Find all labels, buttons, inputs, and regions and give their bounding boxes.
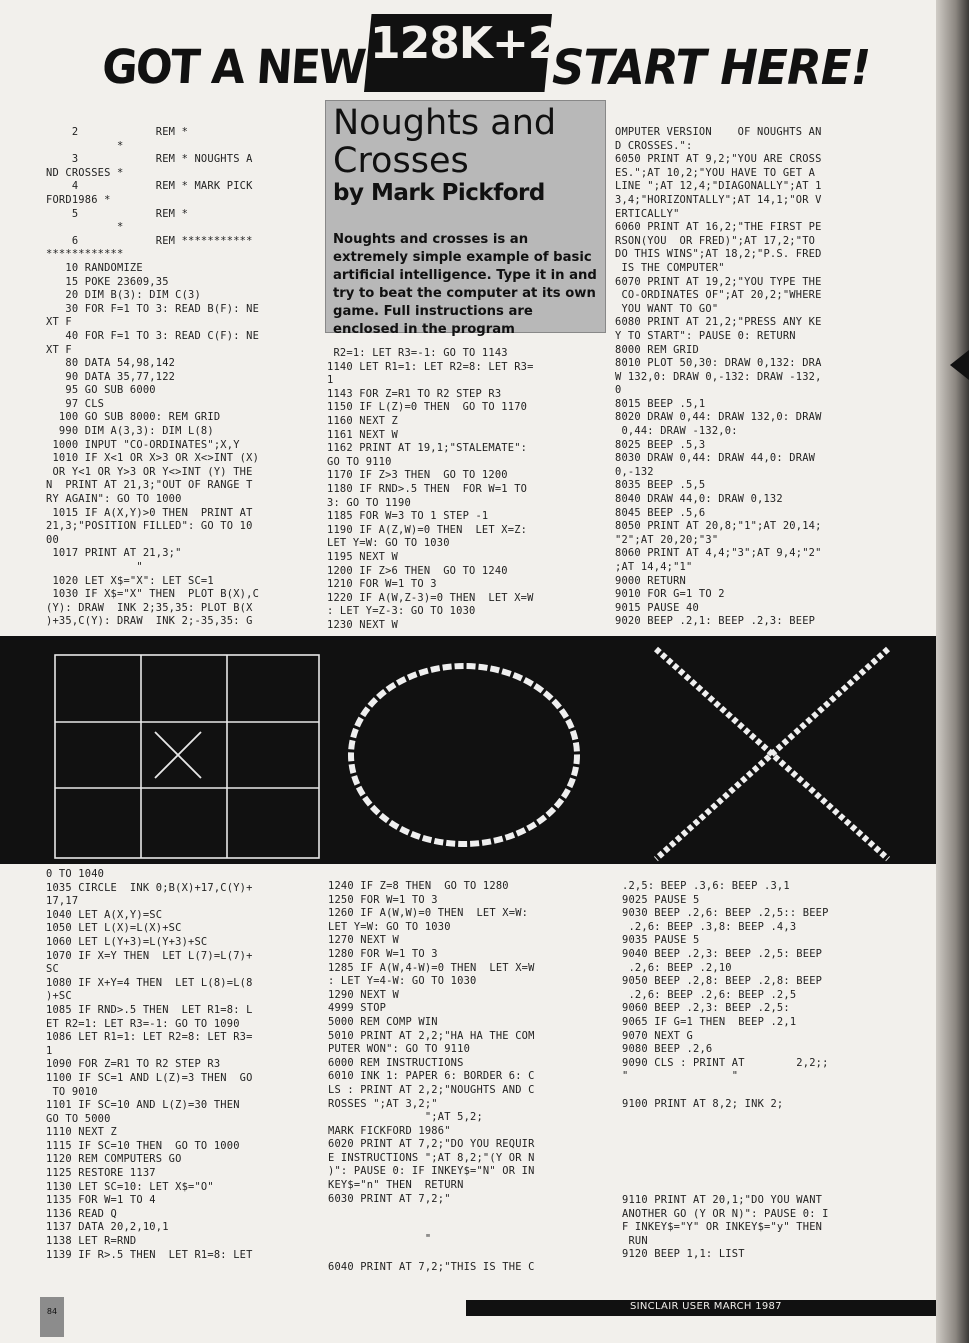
article-intro: Noughts and crosses is an extremely simple example of basic artificial intelligence. Type it in and try to beat the computer at its own game. Full instructions are enclosed in the program xyxy=(333,232,597,337)
listing-column-3-bottom: .2,5: BEEP .3,6: BEEP .3,1 9025 PAUSE 5 9030 BEEP .2,6: BEEP .2,5:: BEEP .2,6: BEEP .3,8: BEEP .4,3 9035 PAUSE 5 9040 BEEP .2,3: BEEP .2,5: BEEP .2,6: BEEP .2,10 9050 BEEP .2,8: BEEP .2,8: BEEP .2,6: BEEP .2,6: BEEP .2,5 9060 BEEP .2,3: BEEP .2,5: 9065 IF G=1 THEN BEEP .2,1 9070 NEXT G 9080 BEEP .2,6 9090 CLS : PRINT AT 2,2;; " " 9100 PRINT AT 8,2; INK 2; xyxy=(622,880,829,1110)
article-title: Noughts and Crosses xyxy=(333,103,557,181)
large-cross-icon xyxy=(656,649,888,859)
article-byline: by Mark Pickford xyxy=(333,180,545,206)
header-right-text: START HERE! xyxy=(552,40,871,96)
page-number: 84 xyxy=(40,1297,64,1337)
listing-column-1-top: 2 REM * * 3 REM * NOUGHTS A ND CROSSES * 4 REM * MARK PICK FORD1986 * 5 REM * * 6 REM *********** ************ 10 RANDOMIZE 15 POKE 23609,35 20 DIM B(3): DIM C(3) 30 FOR F=1 TO 3: READ B(F): NE XT F 40 FOR F=1 TO 3: READ C(F): NE XT F 80 DATA 54,98,142 90 DATA 35,77,122 95 GO SUB 6000 97 CLS 100 GO SUB 8000: REM GRID 990 DIM A(3,3): DIM L(8) 1000 INPUT "CO-ORDINATES";X,Y 1010 IF X<1 OR X>3 OR X<>INT (X) OR Y<1 OR Y>3 OR Y<>INT (Y) THE N PRINT AT 21,3;"OUT OF RANGE T RY AGAIN": GO TO 1000 1015 IF A(X,Y)>0 THEN PRINT AT 21,3;"POSITION FILLED": GO TO 10 00 1017 PRINT AT 21,3;" " 1020 LET X$="X": LET SC=1 1030 IF X$="X" THEN PLOT B(X),C (Y): DRAW INK 2;35,35: PLOT B(X )+35,C(Y): DRAW INK 2;-35,35: G xyxy=(46,126,260,628)
listing-column-3-end: 9110 PRINT AT 20,1;"DO YOU WANT ANOTHER GO (Y OR N)": PAUSE 0: I F INKEY$="Y" OR INKEY$="y" THEN RUN 9120 BEEP 1,1: LIST xyxy=(622,1194,829,1261)
listing-column-1-bottom: 0 TO 1040 1035 CIRCLE INK 0;B(X)+17,C(Y)+ 17,17 1040 LET A(X,Y)=SC 1050 LET L(X)=L(X)+SC 1060 LET L(Y+3)=L(Y+3)+SC 1070 IF X=Y THEN LET L(7)=L(7)+ SC 1080 IF X+Y=4 THEN LET L(8)=L(8 )+SC 1085 IF RND>.5 THEN LET R1=8: L ET R2=1: LET R3=-1: GO TO 1090 1086 LET R1=1: LET R2=8: LET R3= 1 1090 FOR Z=R1 TO R2 STEP R3 1100 IF SC=1 AND L(Z)=3 THEN GO TO 9010 1101 IF SC=10 AND L(Z)=30 THEN GO TO 5000 1110 NEXT Z 1115 IF SC=10 THEN GO TO 1000 1120 REM COMPUTERS GO 1125 RESTORE 1137 1130 LET SC=10: LET X$="O" 1135 FOR W=1 TO 4 1136 READ Q 1137 DATA 20,2,10,1 1138 LET R=RND 1139 IF R>.5 THEN LET R1=8: LET xyxy=(46,868,253,1261)
header-left-text: GOT A NEW xyxy=(100,40,367,95)
nought-screenshot xyxy=(338,655,588,861)
cross-mark-icon xyxy=(155,732,201,778)
listing-column-2-bottom: 1240 IF Z=8 THEN GO TO 1280 1250 FOR W=1 TO 3 1260 IF A(W,W)=0 THEN LET X=W: LET Y=W: GO TO 1030 1270 NEXT W 1280 FOR W=1 TO 3 1285 IF A(W,4-W)=0 THEN LET X=W : LET Y=4-W: GO TO 1030 1290 NEXT W 4999 STOP 5000 REM COMP WIN 5010 PRINT AT 2,2;"HA HA THE COM PUTER WON": GO TO 9110 6000 REM INSTRUCTIONS 6010 INK 1: PAPER 6: BORDER 6: C LS : PRINT AT 2,2;"NOUGHTS AND C ROSSES ";AT 3,2;" ";AT 5,2; MARK FICKFORD 1986" 6020 PRINT AT 7,2;"DO YOU REQUIR E INSTRUCTIONS ";AT 8,2;"(Y OR N )": PAUSE 0: IF INKEY$="N" OR IN KEY$="n" THEN RETURN 6030 PRINT AT 7,2;" " 6040 PRINT AT 7,2;"THIS IS THE C xyxy=(328,880,535,1273)
footer-magazine-name: SINCLAIR USER MARCH 1987 xyxy=(630,1301,782,1312)
header-badge-text: 128K+2 xyxy=(370,18,558,69)
listing-column-3-top: OMPUTER VERSION OF NOUGHTS AN D CROSSES.": 6050 PRINT AT 9,2;"YOU ARE CROSS ES.";AT 10,2;"YOU HAVE TO GET A LINE ";AT 12,4;"DIAGONALLY";AT 1 3,4;"HORIZONTALLY";AT 14,1;"OR V ERTICALLY" 6060 PRINT AT 16,2;"THE FIRST PE RSON(YOU OR FRED)";AT 17,2;"TO DO THIS WINS";AT 18,2;"P.S. FRED IS THE COMPUTER" 6070 PRINT AT 19,2;"YOU TYPE THE CO-ORDINATES OF";AT 20,2;"WHERE YOU WANT TO GO" 6080 PRINT AT 21,2;"PRESS ANY KE Y TO START": PAUSE 0: RETURN 8000 REM GRID 8010 PLOT 50,30: DRAW 0,132: DRA W 132,0: DRAW 0,-132: DRAW -132, 0 8015 BEEP .5,1 8020 DRAW 0,44: DRAW 132,0: DRAW 0,44: DRAW -132,0: 8025 BEEP .5,3 8030 DRAW 0,44: DRAW 44,0: DRAW 0,-132 8035 BEEP .5,5 8040 DRAW 44,0: DRAW 0,132 8045 BEEP .5,6 8050 PRINT AT 20,8;"1";AT 20,14; "2";AT 20,20;"3" 8060 PRINT AT 4,4;"3";AT 9,4;"2" ;AT 14,4;"1" 9000 RETURN 9010 FOR G=1 TO 2 9015 PAUSE 40 9020 BEEP .2,1: BEEP .2,3: BEEP xyxy=(615,126,822,628)
cross-screenshot xyxy=(652,645,892,863)
grid-screenshot xyxy=(51,652,321,860)
page-edge-shadow xyxy=(936,0,969,1343)
game-grid-lines xyxy=(55,655,319,858)
nought-circle-icon xyxy=(351,666,577,844)
listing-column-2-top: R2=1: LET R3=-1: GO TO 1143 1140 LET R1=1: LET R2=8: LET R3= 1 1143 FOR Z=R1 TO R2 STEP R3 1150 IF L(Z)=0 THEN GO TO 1170 1160 NEXT Z 1161 NEXT W 1162 PRINT AT 19,1;"STALEMATE": GO TO 9110 1170 IF Z>3 THEN GO TO 1200 1180 IF RND>.5 THEN FOR W=1 TO 3: GO TO 1190 1185 FOR W=3 TO 1 STEP -1 1190 IF A(Z,W)=0 THEN LET X=Z: LET Y=W: GO TO 1030 1195 NEXT W 1200 IF Z>6 THEN GO TO 1240 1210 FOR W=1 TO 3 1220 IF A(W,Z-3)=0 THEN LET X=W : LET Y=Z-3: GO TO 1030 1230 NEXT W xyxy=(327,347,534,631)
